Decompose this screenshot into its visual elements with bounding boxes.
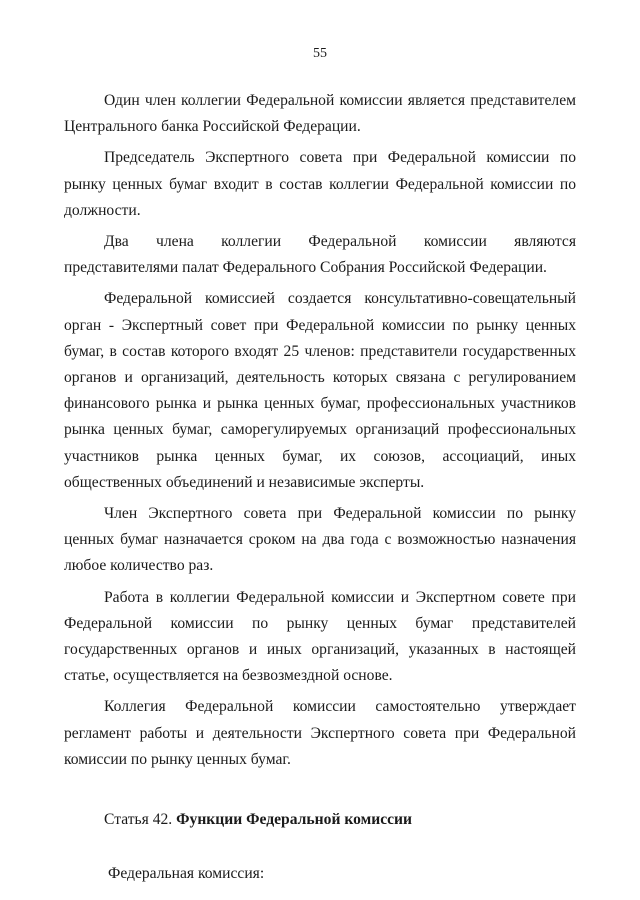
paragraph: Работа в коллегии Федеральной комиссии и Экспертном совете при Федеральной комиссии по рынку ценных бумаг представителей государственных органов и иных организаций, указанных в настоящей статье, осуществляется на безвозмездной основе.: [64, 588, 576, 685]
article-heading: [64, 807, 576, 833]
paragraph: Федеральной комиссией создается консультативно-совещательный орган - Экспертный совет при Федеральной комиссии по рынку ценных бумаг, в состав которого входят 25 членов: представители государственных органов и организаций, деятельность которых связана с регулированием финансового рынка и рынка ценных бумаг, профессиональных участников рынка ценных бумаг, саморегулируемых организаций профессиональных участников рынка ценных бумаг, их союзов, ассоциаций, иных общественных объединений и независимые эксперты.: [64, 290, 576, 491]
paragraph: Коллегия Федеральной комиссии самостоятельно утверждает регламент работы и деятельности Экспертного совета при Федеральной комиссии по рынку ценных бумаг.: [64, 698, 576, 768]
article-intro: Федеральная комиссия:: [108, 865, 265, 883]
paragraph: Председатель Экспертного совета при Федеральной комиссии по рынку ценных бумаг входит в состав коллегии Федеральной комиссии по должности.: [64, 149, 576, 219]
paragraph: Два члена коллегии Федеральной комиссии являются представителями палат Федерального Собрания Российской Федерации.: [64, 233, 576, 277]
paragraph: Один член коллегии Федеральной комиссии является представителем Центрального банка Российской Федерации.: [64, 92, 576, 136]
paragraph: Член Экспертного совета при Федеральной комиссии по рынку ценных бумаг назначается сроком на два года с возможностью назначения любое количество раз.: [64, 505, 576, 575]
article-title: Функции Федеральной комиссии: [176, 811, 413, 829]
document-body: [64, 88, 576, 887]
page-number: 55: [313, 46, 327, 61]
article-label: Статья 42.: [104, 811, 173, 829]
